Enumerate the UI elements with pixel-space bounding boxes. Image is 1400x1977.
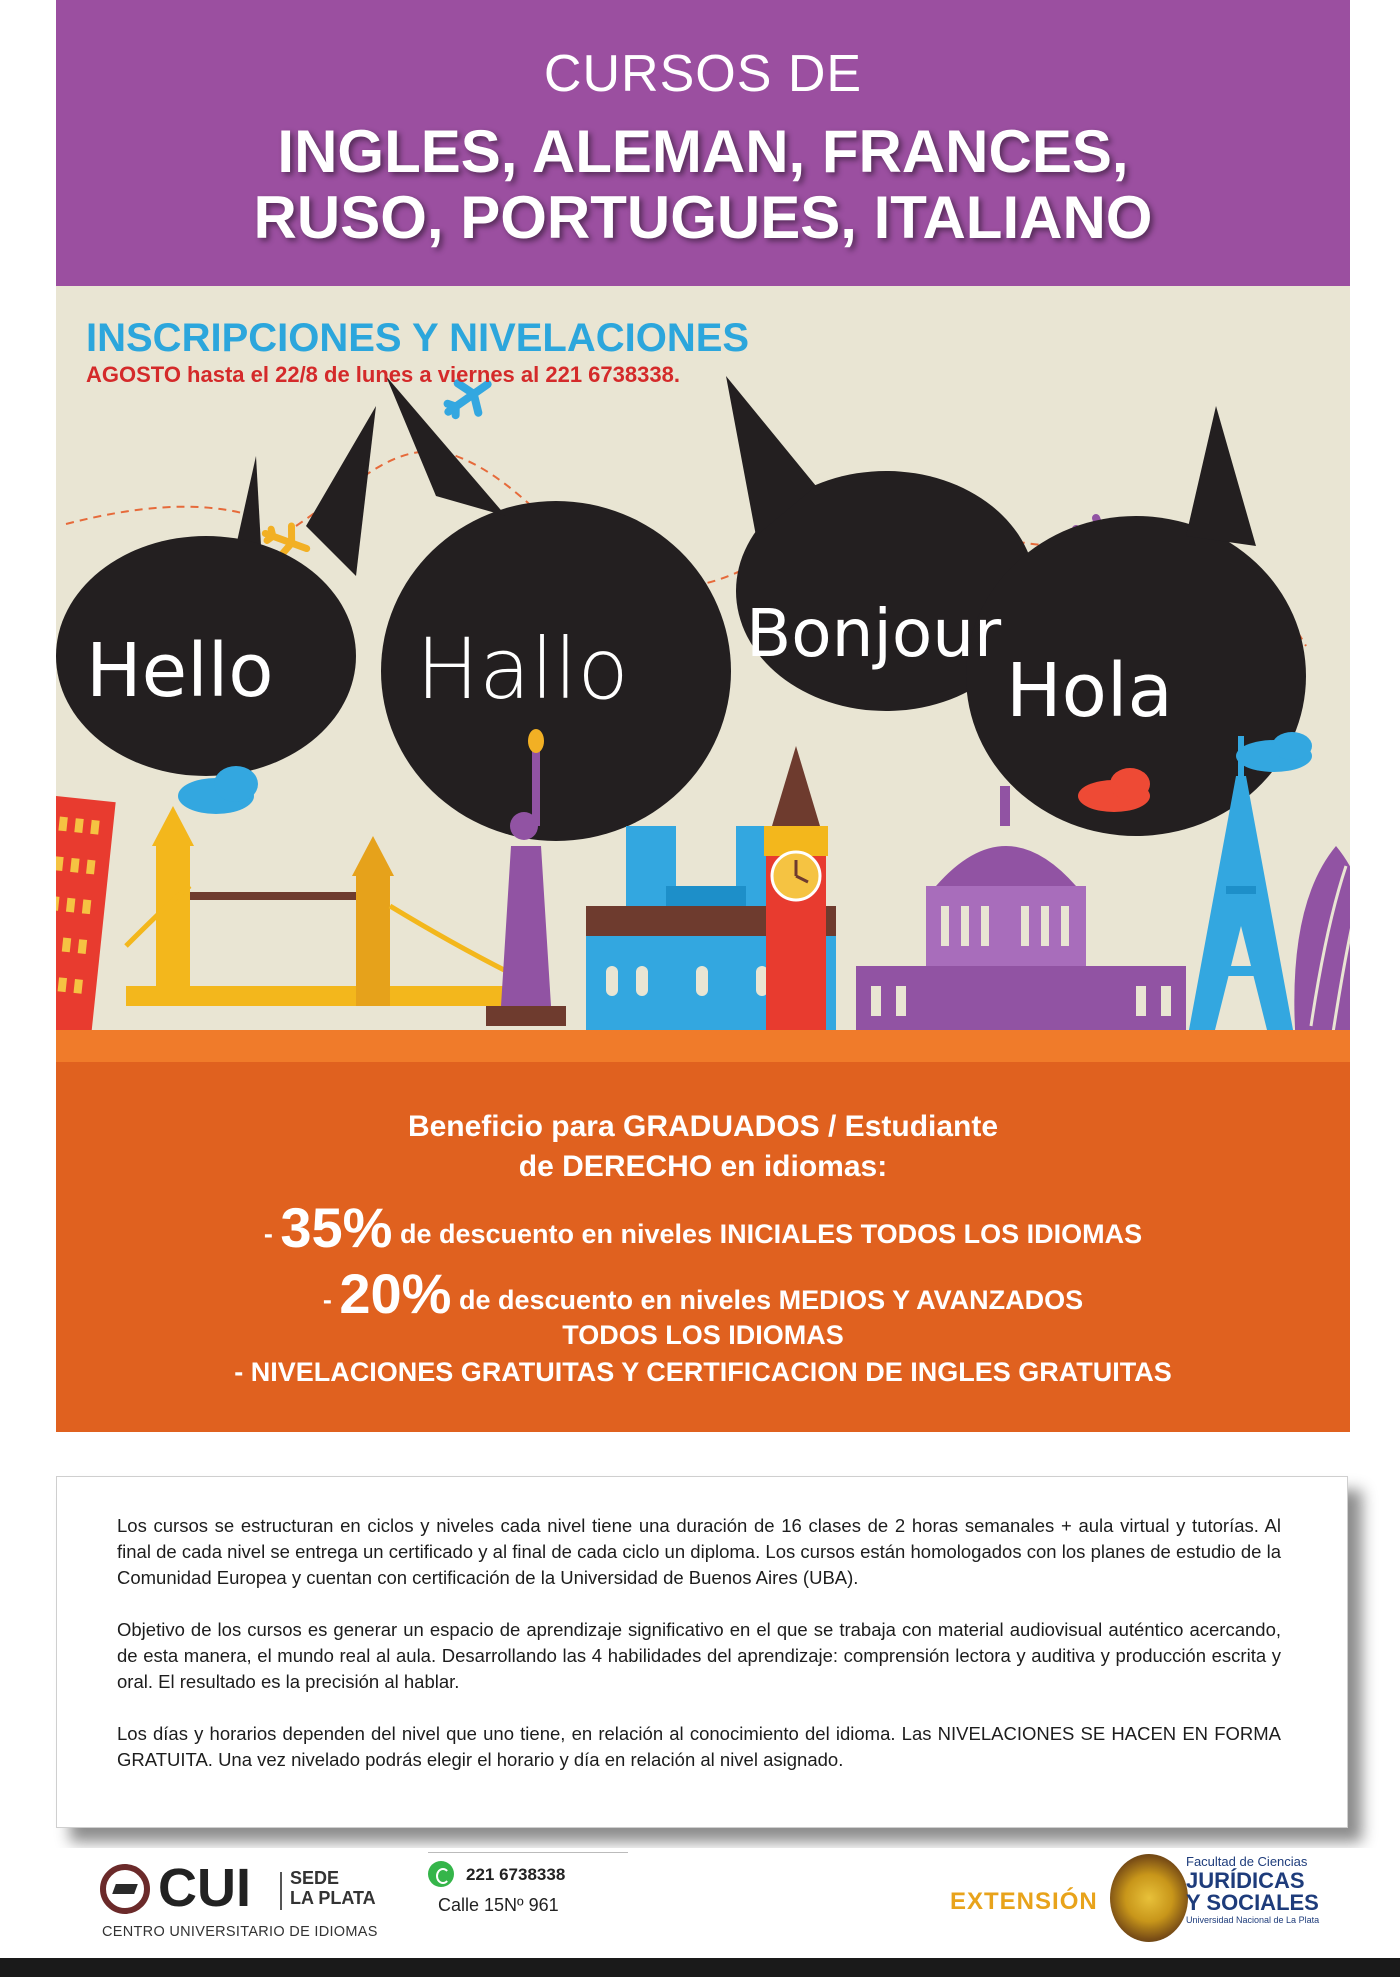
cui-logo	[100, 1854, 400, 1946]
cui-logo-icon	[100, 1864, 150, 1914]
pisa-tower	[56, 796, 116, 1041]
extension-label: EXTENSIÓN	[950, 1888, 1098, 1915]
benefit-dash: -	[322, 1285, 340, 1315]
faculty-line-4: Universidad Nacional de La Plata	[1186, 1915, 1320, 1925]
speech-bubble-hallo	[381, 376, 731, 841]
speech-bubble-hello	[56, 406, 376, 776]
cui-wordmark: CUI	[158, 1858, 251, 1918]
benefit-item-2-text: de descuento en niveles MEDIOS Y AVANZADOS	[451, 1285, 1084, 1315]
whatsapp-icon	[428, 1861, 454, 1887]
greeting-hola: Hola	[1006, 648, 1173, 734]
contact-info	[428, 1852, 628, 1932]
info-box	[56, 1476, 1348, 1828]
benefit-item-2-continued: TODOS LOS IDIOMAS	[562, 1320, 844, 1350]
benefit-item-1	[56, 1198, 1350, 1264]
faculty-line-3: Y SOCIALES	[1186, 1890, 1319, 1915]
inscripciones-title: INSCRIPCIONES Y NIVELACIONES	[86, 316, 750, 360]
cui-divider	[280, 1872, 282, 1910]
benefit-section	[56, 1062, 1350, 1432]
benefit-dash: -	[263, 1219, 281, 1249]
ground-strip	[56, 1030, 1350, 1062]
greeting-hello: Hello	[86, 628, 274, 714]
gherkin-tower	[1294, 846, 1350, 1046]
cui-sede-line-2: LA PLATA	[290, 1888, 376, 1908]
cui-sede	[290, 1868, 376, 1908]
tower-bridge	[126, 806, 516, 1006]
footer	[0, 1848, 1400, 1958]
greeting-hallo: Hallo	[416, 620, 629, 718]
inscripciones-subtitle: AGOSTO hasta el 22/8 de lunes a viernes al 221 6738338.	[86, 362, 680, 387]
info-paragraph-2: Objetivo de los cursos es generar un espacio de aprendizaje significativo en el que se trabaja con material audiovisual auténtico acercando, de esta manera, el mundo real al aula. Desarrollando las 4 habilidades del aprendizaje: comprensión lectora y auditiva y producción escrita y oral. El resultado es la precisión al hablar.	[117, 1619, 1281, 1692]
header-line-2: INGLES, ALEMAN, FRANCES,	[277, 118, 1129, 185]
cui-full-name: CENTRO UNIVERSITARIO DE IDIOMAS	[102, 1924, 378, 1940]
benefit-line-2: de DERECHO en idiomas:	[518, 1150, 888, 1183]
benefit-item-1-text: de descuento en niveles INICIALES TODOS LOS IDIOMAS	[392, 1219, 1143, 1249]
header-line-1: CURSOS DE	[543, 45, 863, 103]
header-banner	[56, 0, 1350, 286]
faculty-line-1: Facultad de Ciencias	[1186, 1854, 1308, 1869]
skyline-illustration	[56, 286, 1350, 1062]
discount-20: 20%	[339, 1262, 452, 1325]
university-seal-icon	[1110, 1854, 1188, 1942]
info-paragraph-3: Los días y horarios dependen del nivel que uno tiene, en relación al conocimiento del idioma. Las NIVELACIONES SE HACEN EN FORMA GRATUITA. Una vez nivelado podrás elegir el horario y día en relación al nivel asignado.	[117, 1723, 1281, 1770]
phone-number: 221 6738338	[466, 1865, 566, 1884]
big-ben	[764, 746, 828, 1046]
header-line-3: RUSO, PORTUGUES, ITALIANO	[253, 184, 1153, 251]
cui-sede-line-1: SEDE	[290, 1868, 340, 1888]
benefit-line-1: Beneficio para GRADUADOS / Estudiante	[407, 1110, 999, 1143]
faculty-logo	[1186, 1854, 1346, 1926]
illustration	[56, 286, 1350, 1062]
greeting-bonjour: Bonjour	[746, 595, 1002, 672]
discount-35: 35%	[280, 1196, 393, 1259]
bottom-strip	[0, 1958, 1400, 1977]
faculty-line-2: JURÍDICAS	[1186, 1868, 1305, 1893]
info-paragraph-1: Los cursos se estructuran en ciclos y niveles cada nivel tiene una duración de 16 clases de 2 horas semanales + aula virtual y tutorías. Al final de cada nivel se entrega un certificado y al final de cada ciclo un diploma. Los cursos están homologados con los planes de estudio de la Comunidad Europea y cuentan con certificación de la Universidad de Buenos Aires (UBA).	[117, 1515, 1281, 1588]
address: Calle 15Nº 961	[438, 1895, 559, 1915]
benefit-item-3: - NIVELACIONES GRATUITAS Y CERTIFICACION DE INGLES GRATUITAS	[234, 1357, 1172, 1387]
